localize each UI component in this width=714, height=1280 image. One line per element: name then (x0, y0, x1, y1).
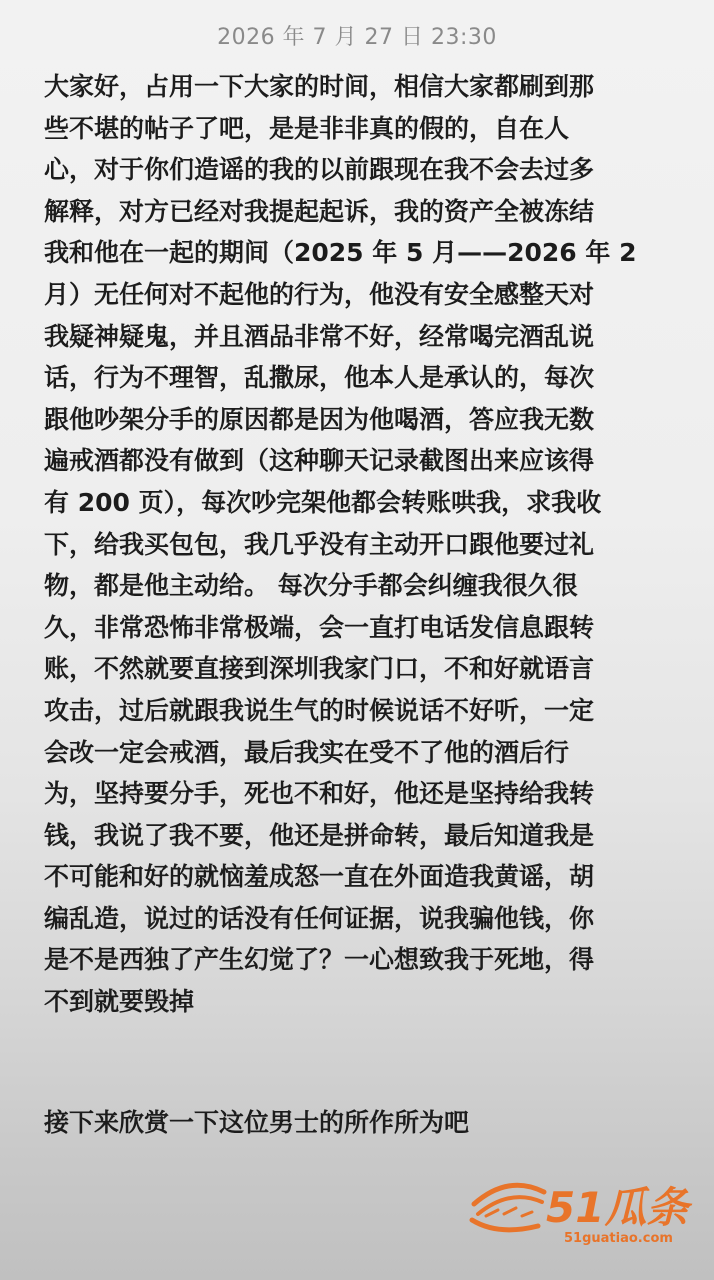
post-line: 为，坚持要分手，死也不和好，他还是坚持给我转 (44, 779, 595, 809)
timestamp: 2026 年 7 月 27 日 23:30 (217, 25, 497, 50)
post-line: 会改一定会戒酒，最后我实在受不了他的酒后行 (44, 737, 570, 767)
closing-line: 接下来欣赏一下这位男士的所作所为吧 (44, 1108, 470, 1137)
post-line: 有 200 页），每次吵完架他都会转账哄我，求我收 (44, 487, 602, 517)
post-line: 攻击，过后就跟我说生气的时候说话不好听，一定 (44, 695, 595, 725)
post-line: 心，对于你们造谣的我的以前跟现在我不会去过多 (44, 155, 595, 185)
post-line: 我疑神疑鬼，并且酒品非常不好，经常喝完酒乱说 (44, 321, 595, 351)
post-line: 账，不然就要直接到深圳我家门口，不和好就语言 (44, 654, 595, 684)
post-line: 跟他吵架分手的原因都是因为他喝酒，答应我无数 (44, 404, 595, 434)
post-line: 物，都是他主动给。 每次分手都会纠缠我很久很 (44, 571, 578, 601)
post-line: 月）无任何对不起他的行为，他没有安全感整天对 (44, 279, 595, 309)
watermark-brand: 51瓜条 (546, 1183, 689, 1232)
post-line: 编乱造，说过的话没有任何证据，说我骗他钱，你 (44, 903, 595, 933)
melon-slice-icon (472, 1185, 544, 1230)
post-line: 话，行为不理智，乱撒尿，他本人是承认的，每次 (44, 363, 595, 393)
post-line: 久，非常恐怖非常极端，会一直打电话发信息跟转 (44, 612, 595, 642)
watermark-logo (468, 1170, 698, 1250)
post-line: 我和他在一起的期间（2025 年 5 月——2026 年 2 (44, 238, 637, 268)
post-line: 些不堪的帖子了吧，是是非非真的假的，自在人 (44, 113, 570, 143)
post-line: 钱，我说了我不要，他还是拼命转，最后知道我是 (44, 820, 595, 850)
post-line: 解释，对方已经对我提起起诉，我的资产全被冻结 (44, 196, 595, 226)
post-line: 大家好，占用一下大家的时间，相信大家都刷到那 (44, 72, 595, 101)
post-line: 下，给我买包包，我几乎没有主动开口跟他要过礼 (44, 529, 595, 559)
post-line: 是不是西独了产生幻觉了？一心想致我于死地，得 (44, 945, 595, 975)
post-line: 遍戒酒都没有做到（这种聊天记录截图出来应该得 (44, 446, 595, 476)
watermark-url: 51guatiao.com (564, 1231, 673, 1246)
post-line: 不到就要毁掉 (44, 987, 195, 1017)
post-line: 不可能和好的就恼羞成怒一直在外面造我黄谣，胡 (44, 862, 595, 892)
post-body (44, 66, 674, 1023)
